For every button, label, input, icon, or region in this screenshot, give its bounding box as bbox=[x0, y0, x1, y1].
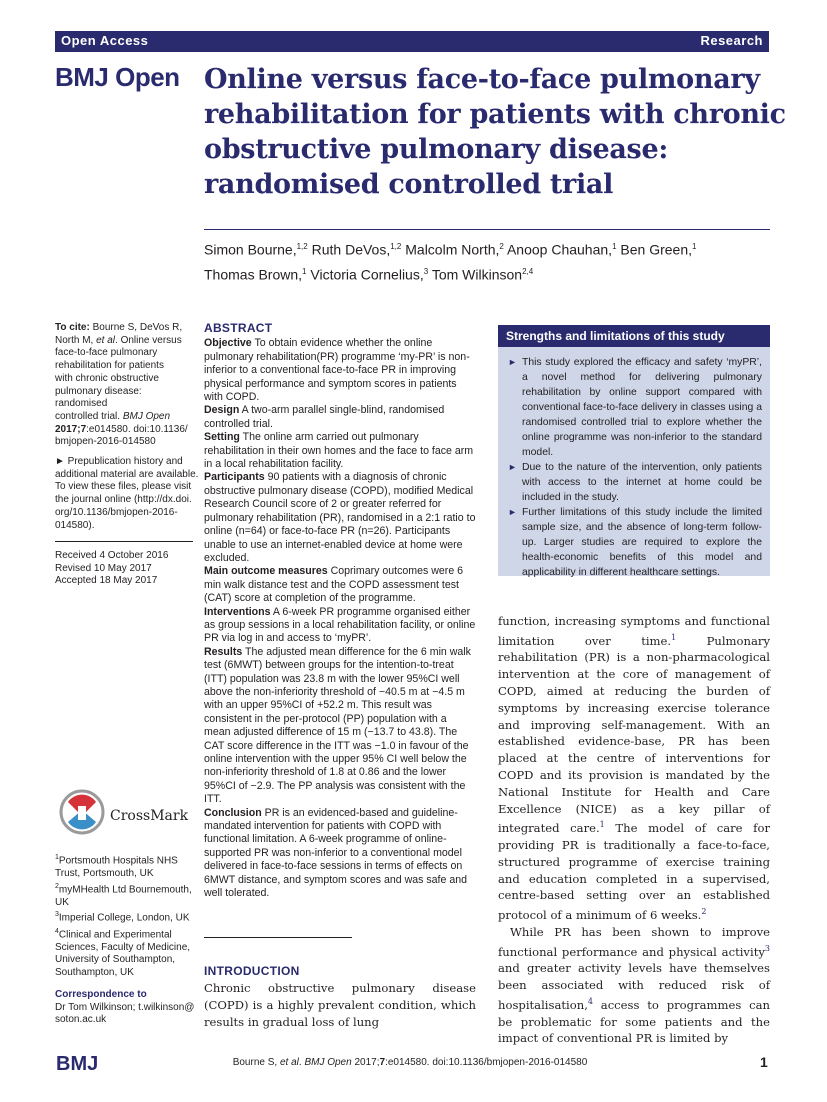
author-affiliation-number: 1 bbox=[302, 266, 307, 276]
author-name: Ruth DeVos, bbox=[307, 241, 391, 258]
author-affiliation-number: 2,4 bbox=[522, 266, 534, 276]
abstract-section-label: Conclusion bbox=[204, 806, 262, 819]
abstract-section bbox=[204, 565, 476, 605]
strengths-heading: Strengths and limitations of this study bbox=[498, 325, 770, 347]
strengths-box bbox=[498, 325, 770, 576]
page-number: 1 bbox=[760, 1054, 768, 1070]
abstract-section-label: Setting bbox=[204, 431, 240, 444]
author-line bbox=[204, 236, 774, 261]
cite-line: bmjopen-2016-014580 bbox=[55, 436, 156, 448]
abstract-section bbox=[204, 646, 476, 807]
header-bar bbox=[55, 31, 769, 52]
title-rule bbox=[204, 229, 770, 230]
reference-link[interactable]: 1 bbox=[599, 820, 605, 830]
abstract-section-label: Main outcome measures bbox=[204, 565, 328, 578]
abstract-section-label: Interventions bbox=[204, 605, 271, 618]
affiliation-line: Southampton, UK bbox=[55, 966, 134, 978]
abstract-section-label: Objective bbox=[204, 337, 252, 350]
prepub-line[interactable]: 014580). bbox=[55, 519, 95, 531]
affiliation-line: Sciences, Faculty of Medicine, bbox=[55, 941, 191, 953]
affiliation-line: Trust, Portsmouth, UK bbox=[55, 868, 154, 880]
introduction-paragraph: function, increasing symptoms and functional limitation over time.$^1$ Pulmonary rehabilitation (PR) is a non-pharmacological intervention at the core of management of COPD, aimed at reducing the burden of symptoms by increasing exercise tolerance and improving self-management. With an established evidence-base, PR has been placed at the centre of interventions for COPD and its provision is mandated by the National Institute for Health and Care Excellence (NICE) as a key pillar of integrated care.$^1$ The model of care for providing PR is traditionally a face-to-face, structured programme of exercise training and education completed in a supervised, centre-based setting over an established protocol of a minimum of 6 weeks.$^2$ bbox=[498, 614, 771, 923]
prepub-line: additional material are available. bbox=[55, 468, 199, 480]
author-affiliation-number: 1 bbox=[612, 242, 617, 251]
cite-line: controlled trial. BMJ Open bbox=[55, 410, 171, 422]
strengths-list bbox=[498, 347, 770, 580]
abstract-section bbox=[204, 404, 476, 431]
abstract-section-text: Coprimary outcomes were 6 min walk distance test and the COPD assessment test (CAT) score at completion of the programme. bbox=[204, 565, 464, 605]
revised-date: Revised 10 May 2017 bbox=[55, 562, 152, 574]
introduction-heading: INTRODUCTION bbox=[204, 964, 300, 978]
reference-link[interactable]: 3 bbox=[764, 943, 770, 953]
abstract-section-text: The online arm carried out pulmonary rehabilitation in their own homes and the face to face arm in a local rehabilitation facility. bbox=[204, 431, 474, 471]
author-line bbox=[204, 261, 774, 286]
title-line: obstructive pulmonary disease: bbox=[204, 134, 668, 165]
affiliation-line: Clinical and Experimental bbox=[58, 928, 172, 940]
introduction-left bbox=[204, 980, 476, 1030]
abstract-section-label: Participants bbox=[204, 471, 265, 484]
bullet-triangle-icon: ► bbox=[508, 357, 517, 367]
affiliation-line: UK bbox=[55, 896, 69, 908]
strengths-item: ► Due to the nature of the intervention, only patients with access to the internet at home could be included in the study. bbox=[508, 462, 762, 503]
introduction-paragraph: While PR has been shown to improve functional performance and physical activity$^3$ and greater activity levels have themselves been associated with reduced risk of hospitalisation,$^4$ access to programmes can be problematic for some patients and the impact of conventional PR is limited by bbox=[498, 924, 770, 1046]
open-access-label: Open Access bbox=[61, 33, 149, 48]
cite-label: To cite: bbox=[55, 322, 90, 333]
title-line: Online versus face-to-face pulmonary bbox=[204, 64, 760, 95]
abstract-section bbox=[204, 431, 476, 471]
reference-link[interactable]: 4 bbox=[587, 996, 593, 1006]
author-affiliation-number: 1,2 bbox=[296, 242, 308, 251]
title-line: rehabilitation for patients with chronic bbox=[204, 99, 786, 130]
author-list bbox=[204, 236, 774, 285]
abstract-section-label: Design bbox=[204, 404, 240, 417]
reference-link[interactable]: 2 bbox=[701, 907, 707, 917]
abstract-section-text: A two-arm parallel single-blind, randomised controlled trial. bbox=[204, 404, 445, 430]
cite-line: North M, et al. Online versus bbox=[55, 334, 182, 346]
affiliation-line: myMHealth Ltd Bournemouth, bbox=[58, 884, 192, 896]
abstract-rule bbox=[204, 937, 352, 938]
author-affiliation-number: 1 bbox=[692, 242, 697, 251]
author-name: Anoop Chauhan, bbox=[503, 241, 613, 258]
title-line: randomised controlled trial bbox=[204, 169, 614, 200]
abstract-heading: ABSTRACT bbox=[204, 321, 273, 335]
abstract-section bbox=[204, 471, 476, 565]
abstract-section-text: The adjusted mean difference for the 6 min walk test (6MWT) between groups for the intention-to-treat (ITT) population was 23.8 m with the lower 95%CI well above the non-inferiority threshold of −40.5 m at −4.5 m with an upper 95%CI of +52.2 m. This result was consistent in the per-protocol (PP) population with a mean adjusted difference of 15 m (−13.7 to 43.8). The CAT score difference in the ITT was −1.0 in favour of the online intervention with the upper 95% CI well below the non-inferiority threshold of 1.8 at 0.86 and the lower 95%CI of −2.9. The PP analysis was consistent with the ITT. bbox=[204, 645, 471, 806]
correspondence-line[interactable]: Dr Tom Wilkinson; t.wilkinson@ bbox=[55, 1001, 195, 1013]
author-name: Simon Bourne, bbox=[204, 241, 297, 258]
prepub-line: ► Prepublication history and bbox=[55, 456, 183, 467]
abstract bbox=[204, 322, 476, 900]
abstract-section-text: 90 patients with a diagnosis of chronic obstructive pulmonary disease (COPD), modified Medical Research Council score of 2 or greater referred for pulmonary rehabilitation (PR), randomised in a 2:1 ratio to online (n=64) or face-to-face PR (n=26). Participants unable to use an internet-enabled device at home were excluded. bbox=[204, 471, 476, 564]
abstract-section-text: A 6-week PR programme organised either as group sessions in a local rehabilitation facility, or online PR via log in and access to ‘myPR’. bbox=[204, 605, 476, 645]
sidebar-rule bbox=[55, 541, 193, 542]
abstract-section bbox=[204, 606, 476, 646]
abstract-section-label: Results bbox=[204, 645, 243, 658]
abstract-section-text: To obtain evidence whether the online pulmonary rehabilitation(PR) programme ‘my-PR’ is non-inferior to a conventional face-to-face PR in improving physical performance and symptom scores in patients with COPD. bbox=[204, 337, 470, 404]
introduction-right bbox=[498, 613, 770, 1047]
prepub-line[interactable]: org/10.1136/bmjopen-2016- bbox=[55, 506, 178, 518]
author-name: Victoria Cornelius, bbox=[306, 266, 424, 283]
citation-block bbox=[55, 322, 195, 449]
dates-block bbox=[55, 550, 200, 588]
correspondence-line[interactable]: soton.ac.uk bbox=[55, 1014, 107, 1026]
author-affiliation-number: 3 bbox=[423, 266, 429, 276]
cite-line: rehabilitation for patients bbox=[55, 360, 164, 372]
cite-line: pulmonary disease: randomised bbox=[55, 385, 142, 410]
correspondence-block bbox=[55, 989, 200, 1027]
cite-line: Bourne S, DeVos R, bbox=[92, 322, 183, 333]
author-affiliation-number: 1,2 bbox=[390, 242, 402, 251]
strengths-item: ► This study explored the efficacy and safety ‘myPR’, a novel method for delivering pulmonary rehabilitation by online support compared with conventional face-to-face delivery in classes using a randomised controlled trial to explore whether the online programme was non-inferior to the standard model. bbox=[508, 357, 762, 458]
introduction-paragraph: Chronic obstructive pulmonary disease (COPD) is a highly prevalent condition, which results in gradual loss of lung bbox=[204, 981, 476, 1029]
author-name: Ben Green, bbox=[616, 241, 693, 258]
strengths-item: ► Further limitations of this study include the limited sample size, and the absence of long-term follow-up. Larger studies are required to explore the health-economic benefits of this model and applicability in different healthcare settings. bbox=[508, 507, 762, 578]
section-label: Research bbox=[700, 33, 763, 48]
abstract-section-text: PR is an evidenced-based and guideline-mandated intervention for patients with COPD with functional limitation. A 6-week programme of online-supported PR was non-inferior to a conventional model delivered in face-to-face sessions in terms of effects on 6MWT distance, and symptom scores and was safe and well tolerated. bbox=[204, 806, 468, 900]
footer-brand: BMJ bbox=[56, 1053, 99, 1075]
author-name: Tom Wilkinson bbox=[428, 266, 523, 283]
reference-link[interactable]: 1 bbox=[671, 632, 677, 642]
prepub-line: To view these files, please visit bbox=[55, 481, 192, 493]
bullet-triangle-icon: ► bbox=[508, 507, 517, 517]
author-name: Malcolm North, bbox=[401, 241, 500, 258]
journal-brand: BMJ Open bbox=[55, 62, 180, 92]
cite-line: with chronic obstructive bbox=[55, 372, 159, 384]
affiliations-block: $^1$Portsmouth Hospitals NHS Trust, Portsmouth, UK $^2$myMHealth Ltd Bournemouth, UK $^3$Imperial College, London, UK $^4$Clinical and Experimental Sciences, Faculty of Medicine, University of Southampton, Southampton, UK bbox=[55, 852, 200, 980]
author-affiliation-number: 2 bbox=[499, 242, 504, 251]
affiliation-line: University of Southampton, bbox=[55, 954, 176, 966]
prepublication-block bbox=[55, 456, 200, 532]
cite-line: face-to-face pulmonary bbox=[55, 347, 158, 359]
affiliation-line: Imperial College, London, UK bbox=[58, 912, 190, 924]
received-date: Received 4 October 2016 bbox=[55, 550, 169, 561]
author-name: Thomas Brown, bbox=[204, 266, 303, 283]
accepted-date: Accepted 18 May 2017 bbox=[55, 575, 158, 587]
article-title bbox=[204, 62, 786, 202]
crossmark-label: CrossMark bbox=[110, 808, 189, 824]
correspondence-label: Correspondence to bbox=[55, 989, 147, 1000]
cite-line: 2017;7:e014580. doi:10.1136/ bbox=[55, 423, 188, 435]
abstract-section bbox=[204, 807, 476, 901]
abstract-section bbox=[204, 337, 476, 404]
prepub-line[interactable]: the journal online (http://dx.doi. bbox=[55, 494, 192, 506]
crossmark-badge[interactable] bbox=[58, 788, 188, 838]
bullet-triangle-icon: ► bbox=[508, 462, 517, 472]
footer-citation: Bourne S, et al. BMJ Open 2017;7:e014580. doi:10.1136/bmjopen-2016-014580 bbox=[232, 1057, 588, 1068]
affiliation-line: Portsmouth Hospitals NHS bbox=[58, 855, 178, 867]
